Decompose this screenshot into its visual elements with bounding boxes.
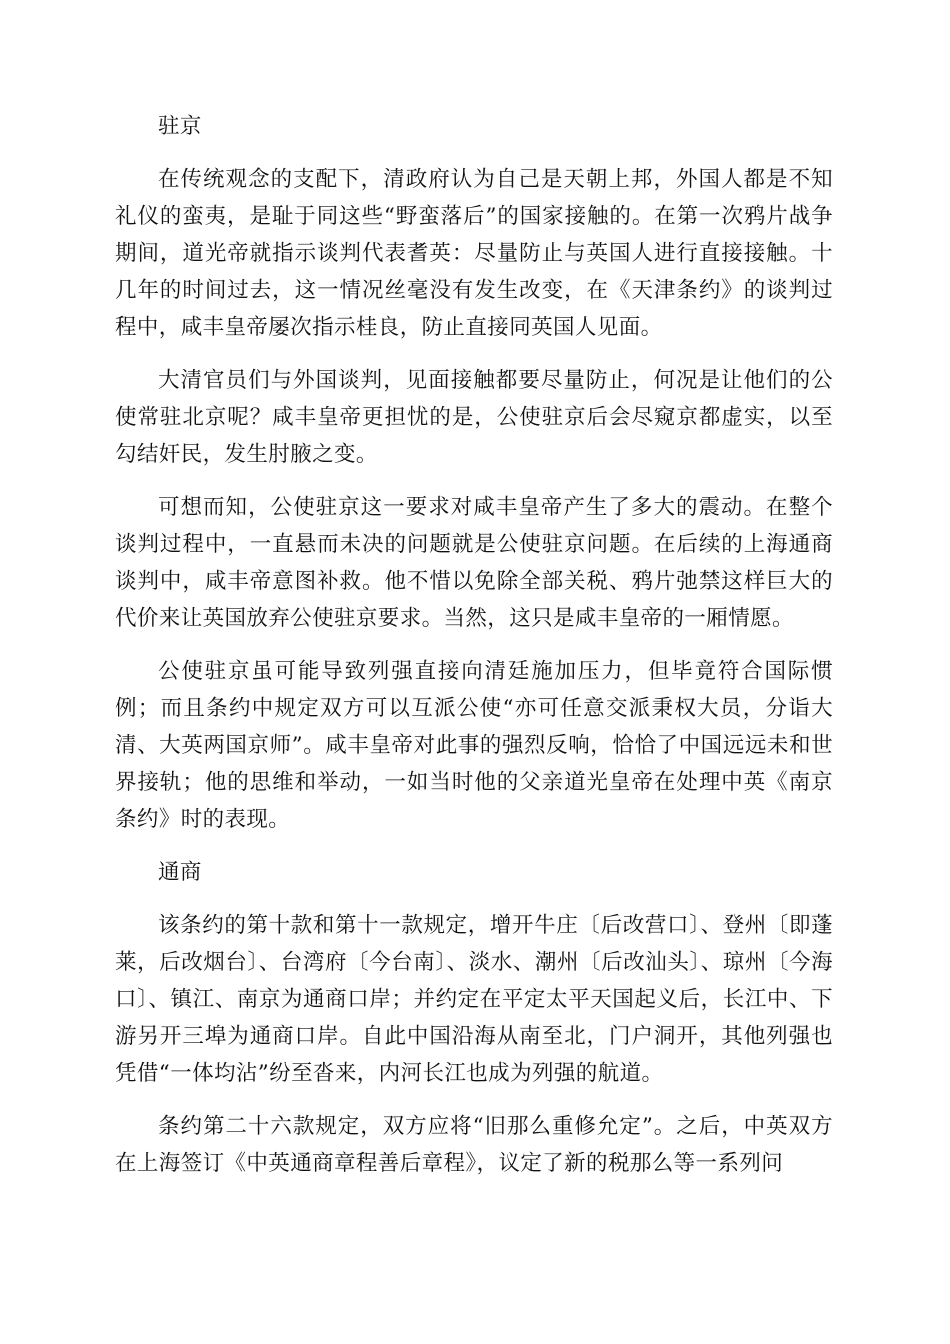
section-heading: 驻京 — [158, 114, 202, 139]
section-heading: 通商 — [158, 860, 202, 885]
paragraph: 该条约的第十款和第十一款规定，增开牛庄〔后改营口〕、登州〔即蓬莱，后改烟台〕、台湾府〔今台南〕、淡水、潮州〔后改汕头〕、琼州〔今海口〕、镇江、南京为通商口岸；并约定在平定太平天国起义后，长江中、下游另开三埠为通商口岸。自此中国沿海从南至北，门户洞开，其他列强也凭借“一体均沾”纷至沓来，内河长江也成为列强的航道。 — [115, 913, 833, 1086]
paragraph: 可想而知，公使驻京这一要求对咸丰皇帝产生了多大的震动。在整个谈判过程中，一直悬而未决的问题就是公使驻京问题。在后续的上海通商谈判中，咸丰帝意图补救。他不惜以免除全部关税、鸦片弛禁这样巨大的代价来让英国放弃公使驻京要求。当然，这只是咸丰皇帝的一厢情愿。 — [115, 495, 833, 631]
paragraph: 在传统观念的支配下，清政府认为自己是天朝上邦，外国人都是不知礼仪的蛮夷，是耻于同这些“野蛮落后”的国家接触的。在第一次鸦片战争期间，道光帝就指示谈判代表耆英：尽量防止与英国人进行直接接触。十几年的时间过去，这一情况丝毫没有发生改变，在《天津条约》的谈判过程中，咸丰皇帝屡次指示桂良，防止直接同英国人见面。 — [115, 167, 833, 340]
paragraph: 公使驻京虽可能导致列强直接向清廷施加压力，但毕竟符合国际惯例；而且条约中规定双方可以互派公使“亦可任意交派秉权大员，分诣大清、大英两国京师”。咸丰皇帝对此事的强烈反响，恰恰了中国远远未和世界接轨；他的思维和举动，一如当时他的父亲道光皇帝在处理中英《南京条约》时的表现。 — [115, 659, 833, 832]
section-zhujing — [115, 108, 833, 838]
document-body — [115, 108, 833, 1198]
paragraph: 大清官员们与外国谈判，见面接触都要尽量防止，何况是让他们的公使常驻北京呢？咸丰皇帝更担忧的是，公使驻京后会尽窥京都虚实，以至勾结奸民，发生肘腋之变。 — [115, 368, 833, 467]
paragraph: 条约第二十六款规定，双方应将“旧那么重修允定”。之后，中英双方在上海签订《中英通商章程善后章程》，议定了新的税那么等一系列问 — [115, 1114, 833, 1176]
section-tongshang — [115, 854, 833, 1182]
